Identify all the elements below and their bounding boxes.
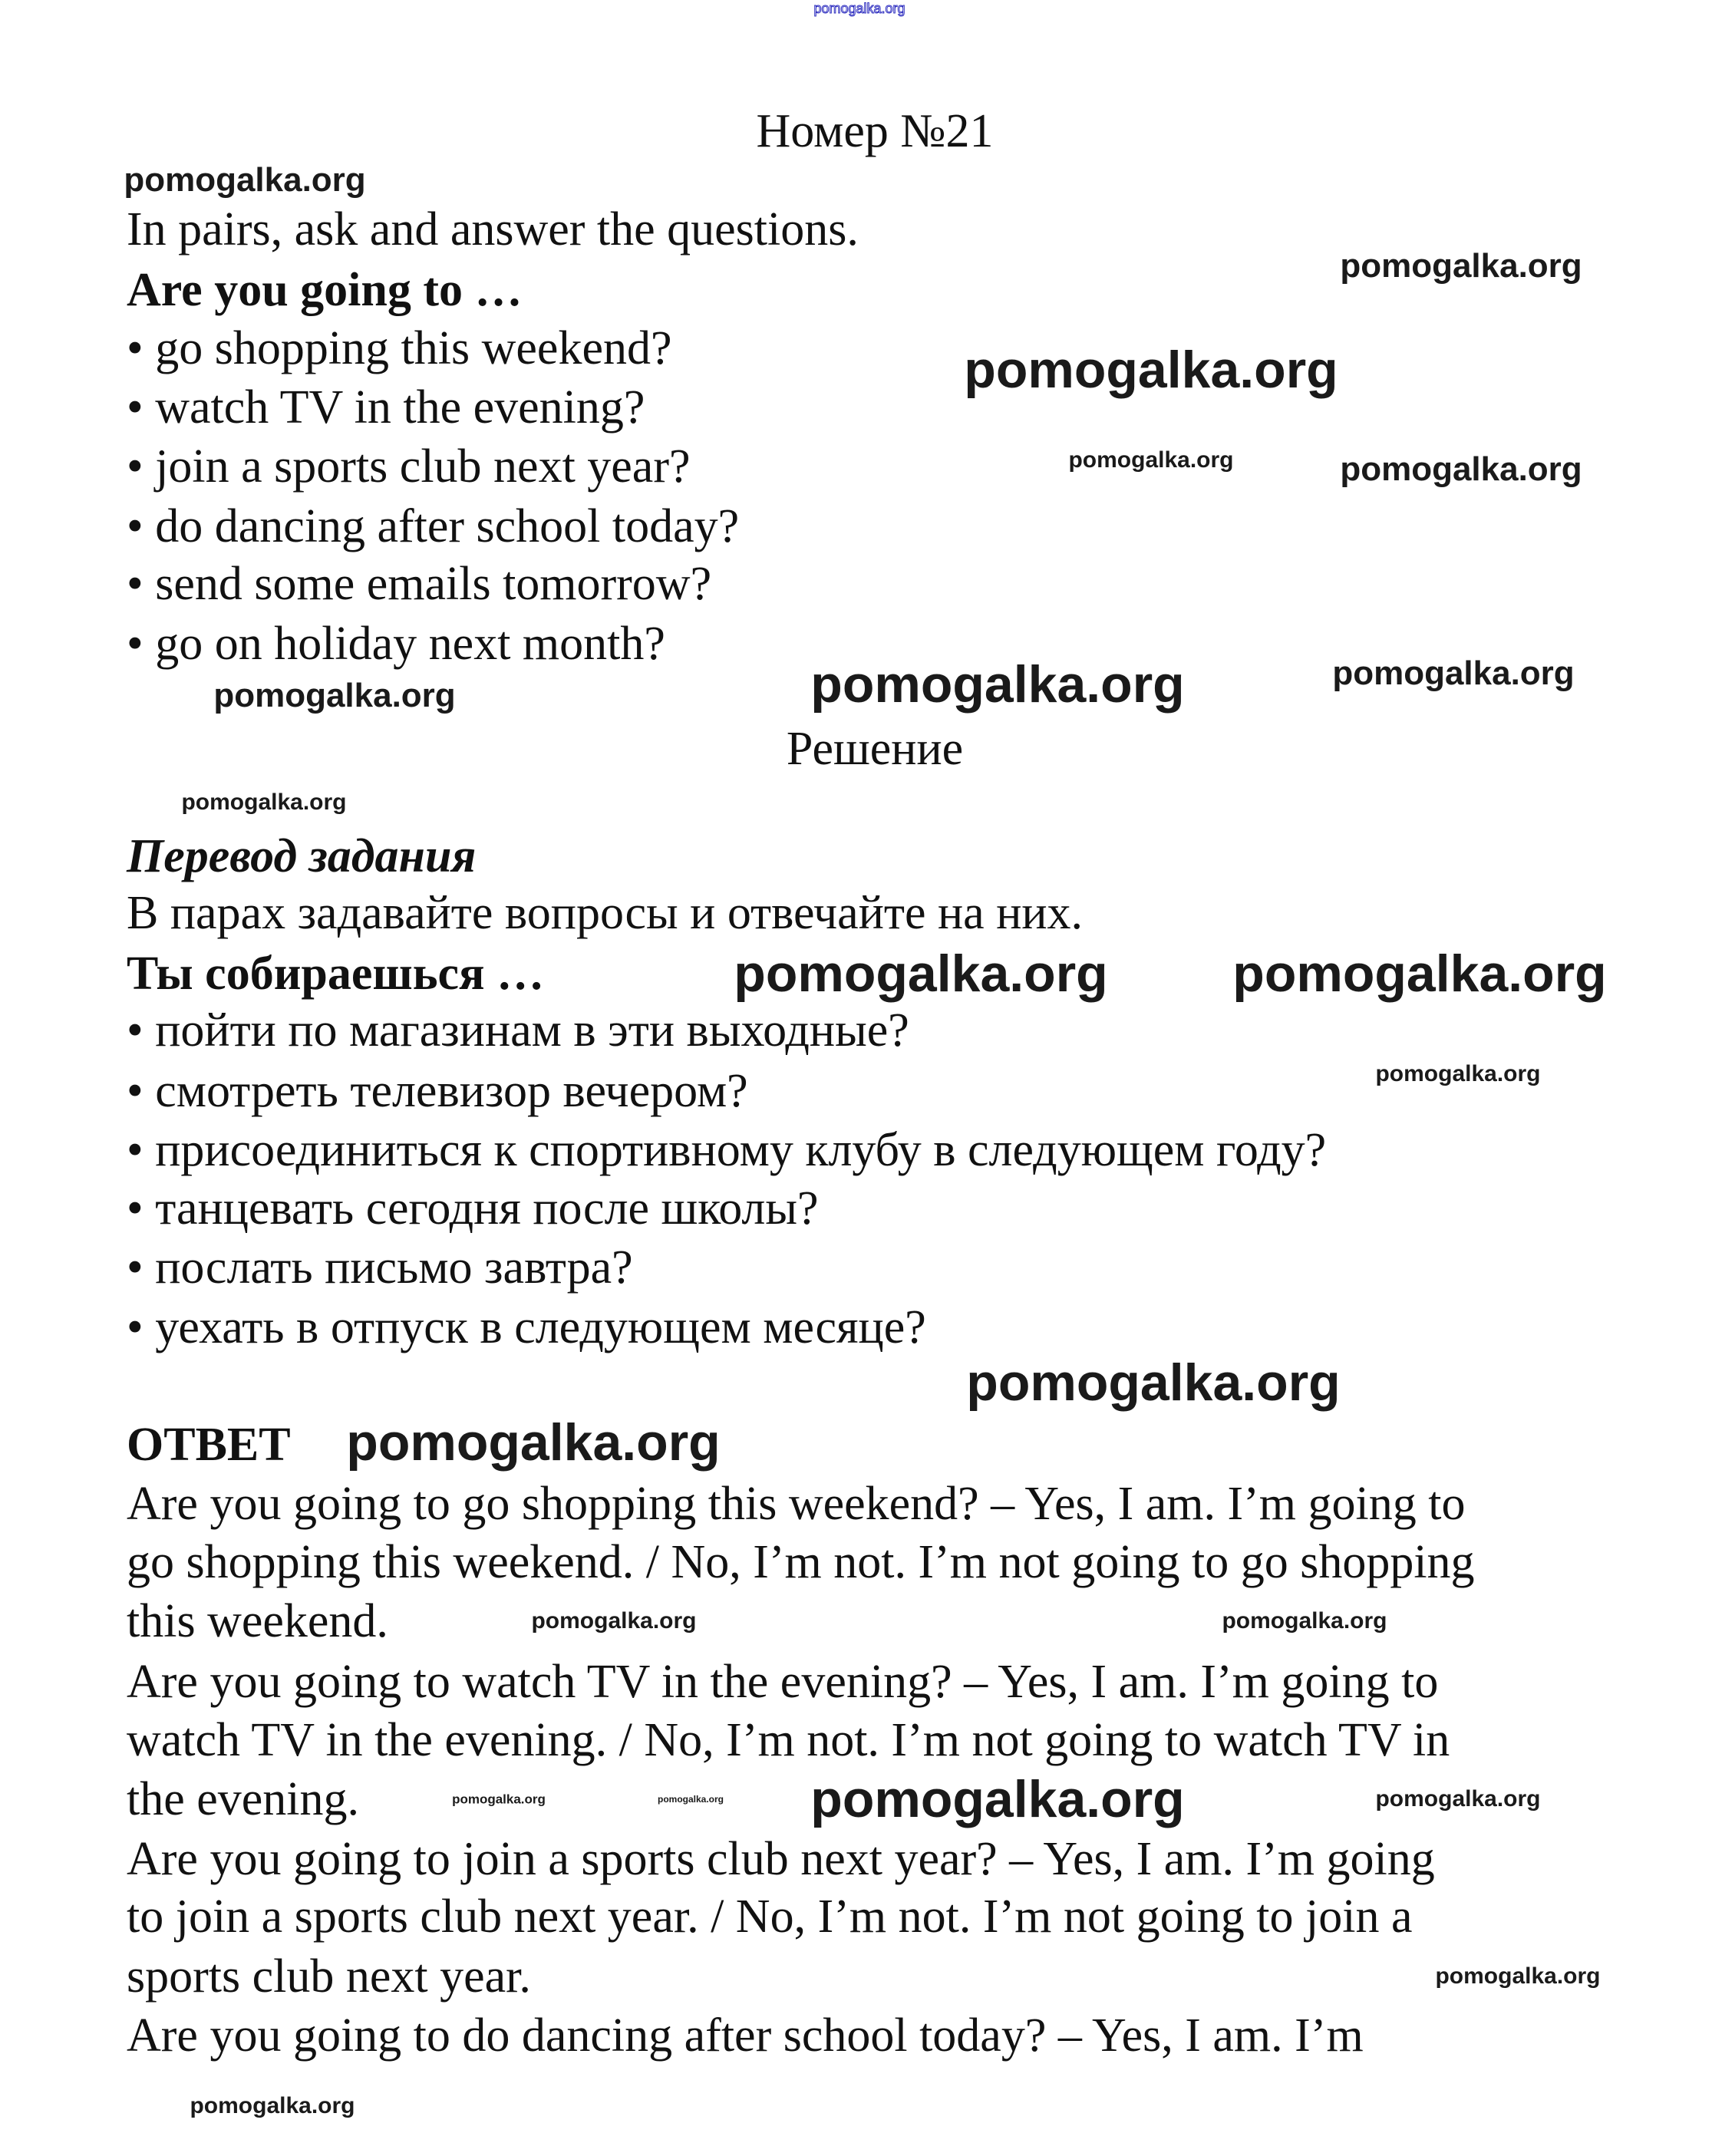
solution-heading: Решение — [786, 723, 964, 775]
answer-line: Are you going to do dancing after school today? – Yes, I am. I’m — [127, 2009, 1364, 2062]
watermark: pomogalka.org — [213, 677, 456, 714]
watermark: pomogalka.org — [1375, 1061, 1541, 1086]
answer-line: go shopping this weekend. / No, I’m not. I’m not going to go shopping — [127, 1536, 1475, 1588]
watermark: pomogalka.org — [1340, 247, 1582, 285]
watermark: pomogalka.org — [1332, 654, 1575, 692]
watermark: pomogalka.org — [734, 944, 1108, 1003]
page-title: Номер №21 — [756, 105, 994, 157]
watermark: pomogalka.org — [1435, 1963, 1601, 1989]
translation-item: • пойти по магазинам в эти выходные? — [127, 1004, 909, 1057]
task-item: • join a sports club next year? — [127, 440, 691, 493]
translation-item: • присоединиться к спортивному клубу в следующем году? — [127, 1124, 1327, 1176]
watermark: pomogalka.org — [190, 2093, 355, 2118]
watermark: pomogalka.org — [813, 1, 905, 16]
answer-line: sports club next year. — [127, 1950, 531, 2003]
translation-item: • послать письмо завтра? — [127, 1241, 633, 1294]
translation-prompt: Ты собираешься … — [127, 948, 545, 1000]
translation-heading: Перевод задания — [127, 830, 477, 882]
translation-item: • уехать в отпуск в следующем месяце? — [127, 1301, 926, 1353]
watermark: pomogalka.org — [1375, 1786, 1541, 1812]
watermark: pomogalka.org — [1222, 1608, 1387, 1633]
watermark: pomogalka.org — [810, 1770, 1185, 1828]
task-item: • send some emails tomorrow? — [127, 558, 712, 610]
task-instruction: In pairs, ask and answer the questions. — [127, 203, 859, 255]
watermark: pomogalka.org — [810, 655, 1185, 714]
watermark: pomogalka.org — [1232, 944, 1607, 1003]
watermark: pomogalka.org — [1340, 450, 1582, 488]
watermark: pomogalka.org — [531, 1608, 697, 1633]
translation-item: • танцевать сегодня после школы? — [127, 1182, 819, 1235]
watermark: pomogalka.org — [657, 1794, 724, 1805]
translation-item: • смотреть телевизор вечером? — [127, 1065, 748, 1117]
answer-line: to join a sports club next year. / No, I’m not. I’m not going to join a — [127, 1891, 1413, 1943]
answer-line: Are you going to join a sports club next year? – Yes, I am. I’m going — [127, 1833, 1435, 1885]
task-prompt: Are you going to … — [127, 264, 523, 316]
task-item: • watch TV in the evening? — [127, 381, 645, 434]
translation-instruction: В парах задавайте вопросы и отвечайте на них. — [127, 887, 1084, 939]
answer-line: watch TV in the evening. / No, I’m not. I’m not going to watch TV in — [127, 1714, 1450, 1766]
watermark: pomogalka.org — [966, 1353, 1341, 1412]
watermark: pomogalka.org — [964, 341, 1338, 399]
watermark: pomogalka.org — [1068, 447, 1234, 473]
watermark: pomogalka.org — [452, 1792, 546, 1807]
answer-heading: ОТВЕТ — [127, 1419, 291, 1471]
answer-line: Are you going to go shopping this weekend? – Yes, I am. I’m going to — [127, 1478, 1466, 1530]
watermark: pomogalka.org — [124, 161, 366, 199]
task-item: • go on holiday next month? — [127, 618, 665, 670]
watermark: pomogalka.org — [346, 1413, 721, 1472]
task-item: • do dancing after school today? — [127, 500, 740, 552]
answer-line: Are you going to watch TV in the evening? – Yes, I am. I’m going to — [127, 1656, 1439, 1708]
answer-line: this weekend. — [127, 1595, 388, 1647]
watermark: pomogalka.org — [181, 790, 347, 815]
answer-line: the evening. — [127, 1773, 360, 1825]
task-item: • go shopping this weekend? — [127, 322, 672, 374]
